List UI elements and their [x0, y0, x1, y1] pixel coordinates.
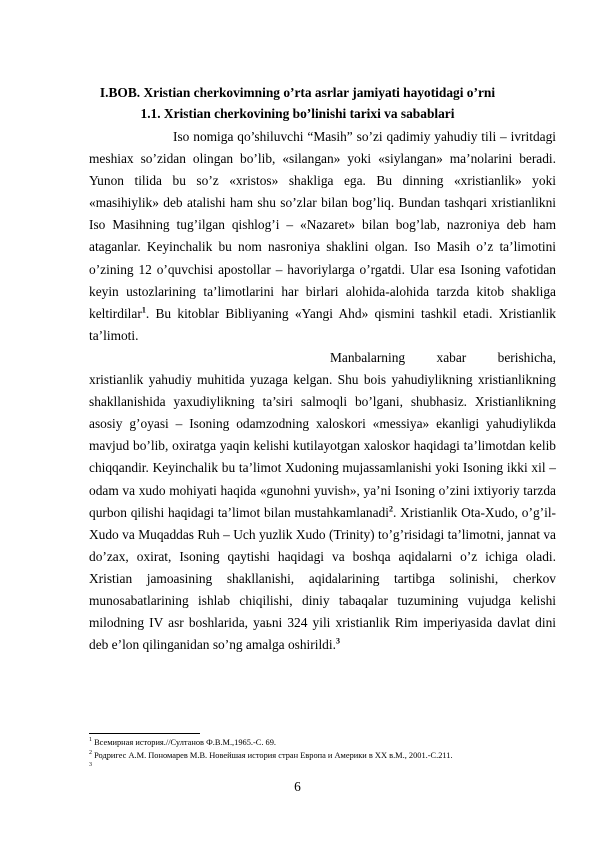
chapter-heading: I.BOB. Xristian cherkovimning o’rta asrlar jamiyati hayotidagi o’rni: [99, 85, 496, 100]
paragraph: [89, 126, 556, 347]
page-number: 6: [294, 779, 301, 794]
paragraph-text: . Bu kitoblar Bibliyaning «Yangi Ahd» qismini tashkil etadi. Xristianlik ta’limoti.: [89, 305, 556, 343]
footnote-text: Родригес А.М. Пономарев М.В. Новейшая история стран Европа и Америки в ХХ в.М., 2001.-С.211.: [94, 750, 453, 760]
body-text: [89, 126, 556, 656]
footnote-separator: [89, 733, 200, 734]
paragraph-text: . Xristianlik Ota-Xudo, o’g’il-Xudo va Muqaddas Ruh – Uch yuzlik Xudo (Trinity) to’g’risidagi ta’limotni, jannat va do’zax, oxirat, Isoning qaytishi haqidagi va boshqa aqidalarni o’z ichiga oladi. Xristian jamoasining shakllanishi, aqidalarining tartibga solinishi, cherkov munosabatlarining ishlab chiqilishi, diniy tabaqalar tuzumining vujudga kelishi milodning IV asr boshlarida, yaьni 324 yili xristianlik Rim imperiyasida davlat dini deb e’lon qilinganidan so’ng amalga oshirildi.: [89, 504, 557, 653]
footnote-ref[interactable]: 1: [141, 305, 146, 315]
footnote-mark: 3: [89, 762, 92, 769]
section-heading: 1.1. Xristian cherkovining bo’linishi tarixi va sabablari: [140, 106, 455, 121]
paragraph-text: Iso nomiga qo’shiluvchi “Masih” so’zi qadimiy yahudiy tili – ivritdagi meshiax so’zidan olingan bo’lib, «silangan» yoki «siylangan» ma’nolarini beradi. Yunon tilida bu so’z «xristos» shakliga ega. Bu dinning «xristianlik» yoki «masihiylik» deb atalishi ham shu so’zlar bilan bog’liq. Bundan tashqari xristianlikni Iso Masihning tug’ilgan qishlog’i – «Nazaret» bilan bog’lab, nazroniya deb ham ataganlar. Keyinchalik bu nom nasroniya shaklini olgan. Iso Masih o’z ta’limotini o’zining 12 o’quvchisi apostollar – havoriylarga o’rgatdi. Ular esa Isoning vafotidan keyin ustozlarining ta’limotlarini har birlari alohida-alohida tarzda kitob shakliga keltirdilar: [89, 129, 556, 321]
footnote: [89, 750, 559, 763]
footnote-ref[interactable]: 3: [335, 636, 340, 646]
footnote-ref[interactable]: 2: [388, 504, 393, 514]
footnotes: [89, 737, 559, 775]
footnote-mark: 2: [89, 749, 92, 756]
paragraph: [89, 347, 556, 656]
footnote-text: Всемирная история.//Султанов Ф.В.М.,1965.-С. 69.: [94, 738, 277, 747]
footnote-mark: 1: [89, 737, 92, 744]
paragraph-text: Manbalarning xabar berishicha, xristianlik yahudiy muhitida yuzaga kelgan. Shu bois yahudiylikning xristianlikning shakllanishida yaxudiylikning ta’siri salmoqli bo’lgani, shubhasiz. Xristianlikning asosiy g’oyasi – Isoning odamzodning xaloskori «messiya» ekanligi yahudiylikda mavjud bo’lib, oxiratga yaqin kelishi kutilayotgan xaloskor haqidagi ta’limotdan kelib chiqqandir. Keyinchalik bu ta’limot Xudoning mujassamlanishi yoki Isoning ikki xil – odam va xudo mohiyati haqida «gunohni yuvish», ya’ni Isoning o’zini ixtiyoriy tarzda qurbon qilishi haqidagi ta’limot bilan mustahkamlanadi: [89, 349, 556, 520]
footnote: [89, 762, 559, 775]
footnote: [89, 737, 559, 750]
